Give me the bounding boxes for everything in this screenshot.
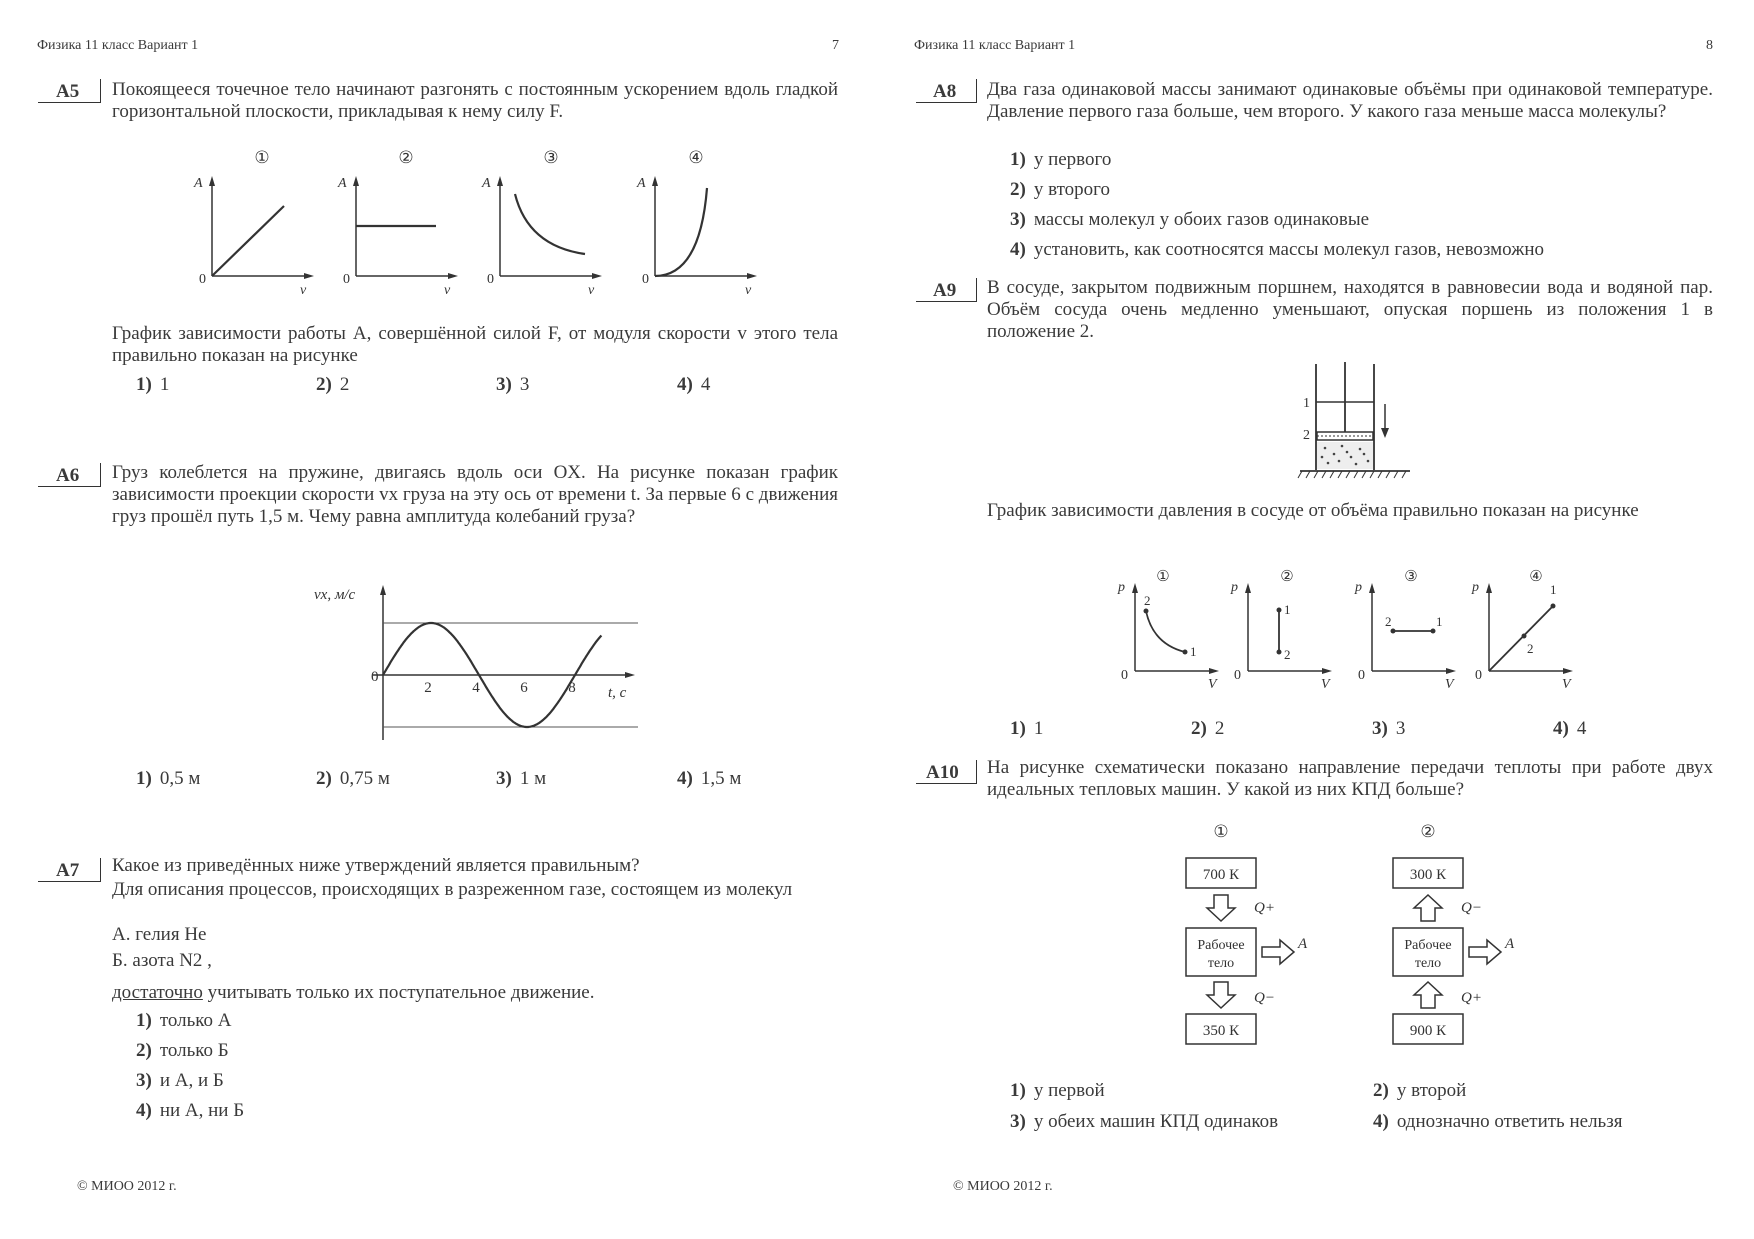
a9-graph-2-axis-x: V <box>1321 677 1330 692</box>
a5-graph-1-mark: ① <box>254 148 270 167</box>
a10-machine-1-q-in: Q+ <box>1254 900 1275 916</box>
right-page-number: 8 <box>1706 38 1713 53</box>
a9-graph-1-axis-y: p <box>1118 580 1125 595</box>
a10-machine-1-body-line-2: тело <box>1207 956 1235 971</box>
a9-graph-2 <box>1230 569 1332 692</box>
left-page-number: 7 <box>832 38 839 53</box>
a9-graph-3-axis-x: V <box>1445 677 1454 692</box>
a10-machine-1-cold: 350 К <box>1202 1023 1240 1039</box>
a5-graph-3-mark: ③ <box>543 148 559 167</box>
a10-machine-1 <box>1186 822 1308 1044</box>
a9-vessel-mark-2: 2 <box>1303 428 1310 443</box>
a6-option-2[interactable]: 2) 0,75 м <box>316 768 390 789</box>
a6-axis-y-label: vx, м/с <box>314 587 356 603</box>
a8-option-3[interactable]: 3) массы молекул у обоих газов одинаковые <box>1010 209 1370 230</box>
a9-graph-2-origin: 0 <box>1234 668 1241 683</box>
a9-option-1[interactable]: 1) 1 <box>1010 718 1044 739</box>
a5-graph-2-mark: ② <box>398 148 414 167</box>
a6-tick-8: 8 <box>568 680 576 696</box>
a5-graph-3 <box>481 148 602 298</box>
a9-graph-2-point-2: 2 <box>1284 647 1291 662</box>
a10-option-3[interactable]: 3) у обеих машин КПД одинаков <box>1010 1111 1279 1132</box>
a7-question-line-3: достаточно учитывать только их поступательное движение. <box>112 982 595 1003</box>
a9-graph-3-axis-y: p <box>1355 580 1362 595</box>
right-page-footer: © МИОО 2012 г. <box>953 1179 1053 1194</box>
a5-graph-1-axis-x: v <box>300 283 307 298</box>
a6-tick-4: 4 <box>472 680 480 696</box>
a9-option-4[interactable]: 4) 4 <box>1553 718 1587 739</box>
a9-graph-4-origin: 0 <box>1475 668 1482 683</box>
a9-label: A9 <box>933 280 957 301</box>
a6-label: A6 <box>56 465 80 486</box>
a5-question-text-2: График зависимости работы A, совершённой силой F, от модуля скорости v этого тела правильно показан на рисунке <box>112 323 838 366</box>
a7-question-line-1: Какое из приведённых ниже утверждений является правильным? <box>112 855 640 876</box>
a9-graph-2-axis-y: p <box>1231 580 1238 595</box>
a9-vessel-diagram <box>1290 362 1420 482</box>
a8-option-4[interactable]: 4) установить, как соотносятся массы молекул газов, невозможно <box>1010 239 1544 260</box>
left-page-footer: © МИОО 2012 г. <box>77 1179 177 1194</box>
a10-machine-1-q-out: Q− <box>1254 990 1275 1006</box>
a9-graph-4-mark: ④ <box>1529 569 1543 585</box>
a5-label: A5 <box>56 81 80 102</box>
a9-graph-4-axis-y: p <box>1472 580 1479 595</box>
a10-machine-1-mark: ① <box>1213 822 1229 841</box>
a7-item-b: Б. азота N2 , <box>112 950 212 971</box>
a8-option-2[interactable]: 2) у второго <box>1010 179 1110 200</box>
a10-option-2[interactable]: 2) у второй <box>1373 1080 1467 1101</box>
a7-option-2[interactable]: 2) только Б <box>136 1040 229 1061</box>
a5-graph-2-origin: 0 <box>343 272 350 287</box>
a5-graph-1-origin: 0 <box>199 272 206 287</box>
a6-tick-2: 2 <box>424 680 432 696</box>
a5-option-1[interactable]: 1) 1 <box>136 374 170 395</box>
a9-graphs <box>1108 564 1598 694</box>
a5-graph-4-mark: ④ <box>688 148 704 167</box>
a7-option-4[interactable]: 4) ни А, ни Б <box>136 1100 245 1121</box>
left-page-header: Физика 11 класс Вариант 1 <box>37 38 199 53</box>
a5-graph-3-axis-x: v <box>588 283 595 298</box>
a9-question-text: В сосуде, закрытом подвижным поршнем, находятся в равновесии вода и водяной пар. Объём сосуда очень медленно уменьшают, опуская поршень из положения 1 в положение 2. <box>987 277 1713 342</box>
a9-question-text-2: График зависимости давления в сосуде от объёма правильно показан на рисунке <box>987 500 1639 521</box>
a10-machine-2-top: 300 К <box>1409 867 1447 883</box>
a7-question-line-2: Для описания процессов, происходящих в разреженном газе, состоящем из молекул <box>112 879 793 900</box>
a9-graph-1-point-1: 1 <box>1190 644 1197 659</box>
a9-graph-4-point-1: 1 <box>1550 582 1557 597</box>
a5-graph-2-axis-y: A <box>338 176 347 191</box>
a9-graph-1-origin: 0 <box>1121 668 1128 683</box>
a8-option-1[interactable]: 1) у первого <box>1010 149 1112 170</box>
a5-graph-4-origin: 0 <box>642 272 649 287</box>
a10-machine-2-body-line-1: Рабочее <box>1404 938 1452 953</box>
a10-label: A10 <box>926 762 959 783</box>
a9-graph-3 <box>1354 569 1456 692</box>
a6-option-3[interactable]: 3) 1 м <box>496 768 547 789</box>
a10-question-text: На рисунке схематически показано направление передачи теплоты при работе двух идеальных тепловых машин. У какой из них КПД больше? <box>987 757 1713 800</box>
a6-origin: 0 <box>371 669 379 685</box>
a10-machine-2-body-line-2: тело <box>1414 956 1442 971</box>
a8-label: A8 <box>933 81 957 102</box>
a5-graphs <box>180 146 770 298</box>
a6-question-text: Груз колеблется на пружине, двигаясь вдоль оси OX. На рисунке показан график зависимости проекции скорости vx груза на эту ось от времени t. За первые 6 с движения груз прошёл путь 1,5 м. Чему равна амплитуда колебаний груза? <box>112 462 838 527</box>
a9-graph-3-point-2: 2 <box>1385 614 1392 629</box>
a10-machine-1-work: A <box>1298 936 1308 952</box>
a9-graph-1-point-2: 2 <box>1144 593 1151 608</box>
a9-graph-1 <box>1117 569 1219 692</box>
a9-graph-1-axis-x: V <box>1208 677 1217 692</box>
a10-machine-2-work: A <box>1505 936 1515 952</box>
a10-machine-2-q-out: Q− <box>1461 900 1482 916</box>
a9-graph-2-point-1: 1 <box>1284 602 1291 617</box>
a5-label-divider <box>100 79 101 103</box>
a9-graph-3-point-1: 1 <box>1436 614 1443 629</box>
a10-machine-1-body-line-1: Рабочее <box>1197 938 1245 953</box>
a10-machine-2-bottom: 900 К <box>1409 1023 1447 1039</box>
a5-question-text: Покоящееся точечное тело начинают разгонять с постоянным ускорением вдоль гладкой горизонтальной плоскости, прикладывая к нему силу F. <box>112 79 838 122</box>
a5-option-2[interactable]: 2) 2 <box>316 374 350 395</box>
a5-graph-2 <box>337 148 458 298</box>
a6-option-1[interactable]: 1) 0,5 м <box>136 768 201 789</box>
a5-graph-4 <box>636 148 757 298</box>
a6-axis-x-label: t, с <box>608 685 627 701</box>
a10-label-divider <box>976 760 977 784</box>
a9-vessel-mark-1: 1 <box>1303 396 1310 411</box>
a6-option-4[interactable]: 4) 1,5 м <box>677 768 742 789</box>
a5-graph-4-axis-x: v <box>745 283 752 298</box>
a9-option-3[interactable]: 3) 3 <box>1372 718 1406 739</box>
a10-heat-engines <box>1170 818 1530 1058</box>
a9-graph-4-axis-x: V <box>1562 677 1571 692</box>
a5-option-4[interactable]: 4) 4 <box>677 374 711 395</box>
a10-machine-2-q-in: Q+ <box>1461 990 1482 1006</box>
a7-option-1[interactable]: 1) только А <box>136 1010 232 1031</box>
a7-label-divider <box>100 858 101 882</box>
a7-item-a: А. гелия He <box>112 924 207 945</box>
right-page-header: Физика 11 класс Вариант 1 <box>914 38 1076 53</box>
a9-graph-3-mark: ③ <box>1404 569 1418 585</box>
a9-graph-2-mark: ② <box>1280 569 1294 585</box>
a7-label: A7 <box>56 860 80 881</box>
a7-option-3[interactable]: 3) и А, и Б <box>136 1070 224 1091</box>
a9-graph-1-mark: ① <box>1156 569 1170 585</box>
a10-machine-2-mark: ② <box>1420 822 1436 841</box>
a5-graph-4-axis-y: A <box>637 176 646 191</box>
a9-label-divider <box>976 278 977 302</box>
a9-graph-3-origin: 0 <box>1358 668 1365 683</box>
a5-graph-3-origin: 0 <box>487 272 494 287</box>
a10-machine-2 <box>1393 822 1515 1044</box>
a8-label-divider <box>976 79 977 103</box>
a6-velocity-graph <box>310 580 650 742</box>
a9-option-2[interactable]: 2) 2 <box>1191 718 1225 739</box>
a9-graph-4 <box>1471 569 1573 692</box>
a5-graph-2-axis-x: v <box>444 283 451 298</box>
a8-question-text: Два газа одинаковой массы занимают одинаковые объёмы при одинаковой температуре. Давление первого газа больше, чем второго. У какого газа меньше масса молекулы? <box>987 79 1713 122</box>
a10-option-4[interactable]: 4) однозначно ответить нельзя <box>1373 1111 1623 1132</box>
a10-option-1[interactable]: 1) у первой <box>1010 1080 1105 1101</box>
a5-graph-1-axis-y: A <box>194 176 203 191</box>
a5-option-3[interactable]: 3) 3 <box>496 374 530 395</box>
a6-label-divider <box>100 463 101 487</box>
a9-graph-4-point-2: 2 <box>1527 641 1534 656</box>
a6-tick-6: 6 <box>520 680 528 696</box>
a5-graph-3-axis-y: A <box>482 176 491 191</box>
a5-graph-1 <box>193 148 314 298</box>
a10-machine-1-hot: 700 К <box>1202 867 1240 883</box>
